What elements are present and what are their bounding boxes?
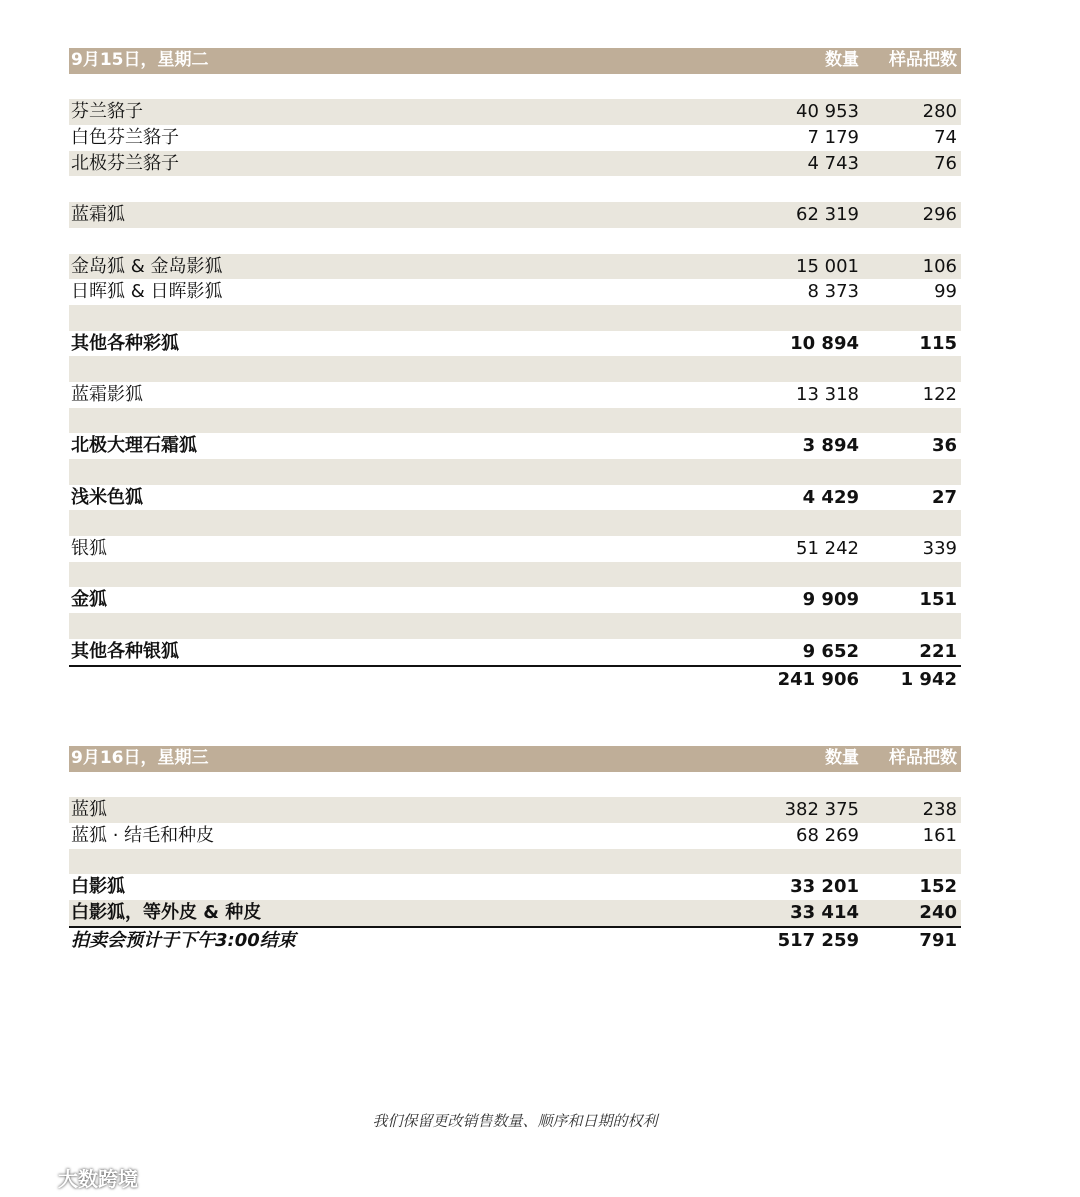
spacer-row (69, 613, 961, 639)
row-lots: 240 (919, 902, 957, 924)
row-lots: 36 (931, 435, 957, 457)
row-quantity: 51 242 (796, 538, 859, 560)
table-row (69, 99, 961, 125)
spacer-row (69, 772, 961, 798)
table-row (69, 151, 961, 177)
row-quantity: 68 269 (796, 825, 859, 847)
table-row (69, 202, 961, 228)
table-row (69, 639, 961, 665)
row-quantity: 7 179 (807, 127, 859, 149)
row-lots: 27 (931, 486, 957, 508)
row-name: 白影狐 (71, 876, 125, 898)
watermark-text: 大数跨境 (58, 1166, 138, 1191)
row-quantity: 3 894 (802, 435, 859, 457)
row-name: 北极芬兰貉子 (71, 152, 179, 174)
spacer-row (69, 562, 961, 588)
brand-logo-icon (8, 1164, 52, 1190)
row-quantity: 9 652 (802, 640, 859, 662)
row-lots: 76 (934, 152, 957, 174)
spacer-row (69, 408, 961, 434)
table-row (69, 433, 961, 459)
table-row (69, 587, 961, 613)
section-header (69, 48, 961, 74)
table-row (69, 279, 961, 305)
row-name: 白影狐，等外皮 & 种皮 (71, 902, 262, 924)
row-quantity: 9 909 (802, 589, 859, 611)
row-name: 芬兰貉子 (71, 101, 143, 123)
spacer-row (69, 305, 961, 331)
spacer-row (69, 356, 961, 382)
row-lots: 122 (922, 383, 957, 405)
spacer-row (69, 74, 961, 100)
row-lots: 99 (934, 281, 957, 303)
row-lots: 238 (922, 799, 957, 821)
spacer-row (69, 849, 961, 875)
total-row (69, 926, 961, 954)
spacer-row (69, 176, 961, 202)
row-name: 其他各种彩狐 (71, 332, 179, 354)
table-row (69, 874, 961, 900)
row-quantity: 15 001 (796, 255, 859, 277)
table-row (69, 125, 961, 151)
row-name: 金狐 (71, 589, 107, 611)
row-lots: 161 (922, 825, 957, 847)
row-name: 银狐 (71, 538, 107, 560)
header-lots-label: 样品把数 (889, 748, 957, 768)
section-header (69, 746, 961, 772)
row-lots: 152 (919, 876, 957, 898)
header-lots-label: 样品把数 (889, 50, 957, 70)
row-lots: 1 942 (900, 668, 957, 690)
row-name: 浅米色狐 (71, 486, 143, 508)
header-qty-label: 数量 (825, 748, 859, 768)
row-quantity: 4 743 (807, 152, 859, 174)
header-qty-label: 数量 (825, 50, 859, 70)
spacer-row (69, 510, 961, 536)
auction-table-sep16 (69, 746, 961, 954)
row-quantity: 40 953 (796, 101, 859, 123)
row-quantity: 382 375 (784, 799, 859, 821)
table-row (69, 254, 961, 280)
spacer-row (69, 459, 961, 485)
row-name: 蓝狐 (71, 799, 107, 821)
row-name: 拍卖会预计于下午3:00结束 (71, 929, 296, 951)
row-lots: 115 (919, 332, 957, 354)
table-row (69, 900, 961, 926)
row-lots: 296 (922, 204, 957, 226)
row-quantity: 517 259 (777, 929, 859, 951)
footer-note: 我们保留更改销售数量、顺序和日期的权利 (372, 1112, 658, 1130)
row-name: 金岛狐 & 金岛影狐 (71, 255, 223, 277)
row-name: 其他各种银狐 (71, 640, 179, 662)
row-lots: 791 (919, 929, 957, 951)
watermark (8, 1160, 138, 1194)
header-date: 9月16日，星期三 (71, 748, 209, 768)
row-quantity: 241 906 (777, 668, 859, 690)
spacer-row (69, 228, 961, 254)
total-row (69, 665, 961, 693)
table-row (69, 331, 961, 357)
row-name: 蓝狐 · 结毛和种皮 (71, 825, 215, 847)
row-quantity: 10 894 (790, 332, 859, 354)
table-row (69, 536, 961, 562)
row-lots: 339 (922, 538, 957, 560)
row-quantity: 62 319 (796, 204, 859, 226)
table-row (69, 382, 961, 408)
row-quantity: 4 429 (802, 486, 859, 508)
header-date: 9月15日，星期二 (71, 50, 209, 70)
row-lots: 151 (919, 589, 957, 611)
row-lots: 280 (922, 101, 957, 123)
row-lots: 221 (919, 640, 957, 662)
row-lots: 74 (934, 127, 957, 149)
row-name: 白色芬兰貉子 (71, 127, 179, 149)
row-quantity: 33 414 (790, 902, 859, 924)
table-row (69, 823, 961, 849)
table-row (69, 797, 961, 823)
row-name: 蓝霜狐 (71, 204, 125, 226)
row-name: 北极大理石霜狐 (71, 435, 197, 457)
table-row (69, 485, 961, 511)
row-name: 日晖狐 & 日晖影狐 (71, 281, 223, 303)
row-quantity: 13 318 (796, 383, 859, 405)
row-name: 蓝霜影狐 (71, 383, 143, 405)
row-quantity: 33 201 (790, 876, 859, 898)
auction-table-sep15 (69, 48, 961, 692)
row-lots: 106 (922, 255, 957, 277)
row-quantity: 8 373 (807, 281, 859, 303)
